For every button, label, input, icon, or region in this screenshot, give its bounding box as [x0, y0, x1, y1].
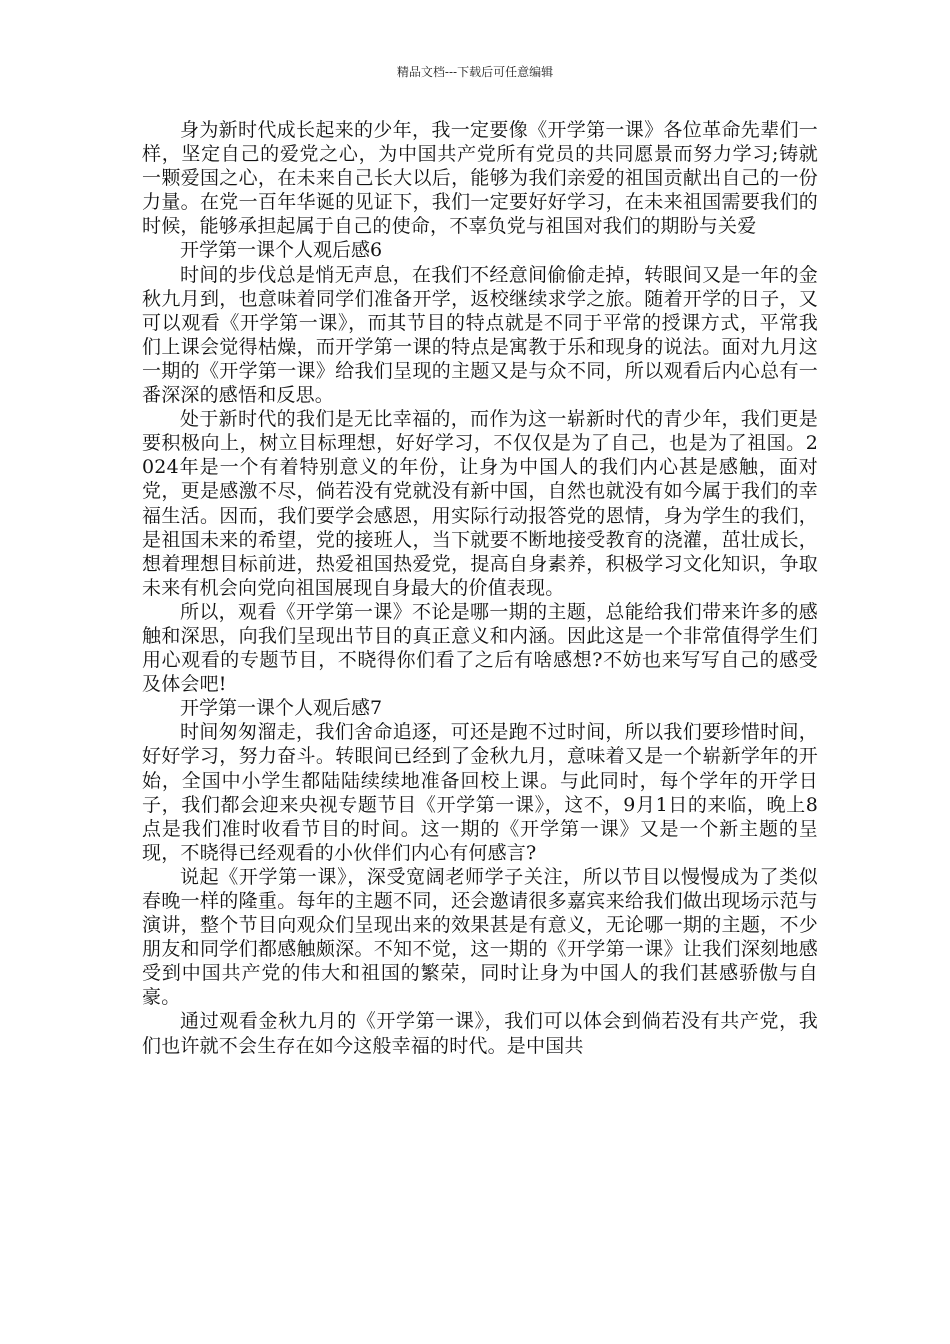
- paragraph: 说起《开学第一课》，深受宽阔老师学子关注，所以节目以慢慢成为了类似春晚一样的隆重。每年的主题不同，还会邀请很多嘉宾来给我们做出现场示范与演讲，整个节目向观众们呈现出来的效果甚是有意义，无论哪一期的主题，不少朋友和同学们都感触颇深。不知不觉，这一期的《开学第一课》让我们深刻地感受到中国共产党的伟大和祖国的繁荣，同时让身为中国人的我们甚感骄傲与自豪。: [142, 865, 818, 1009]
- document-body: [142, 118, 818, 1058]
- paragraph: 所以，观看《开学第一课》不论是哪一期的主题，总能给我们带来许多的感触和深思，向我们呈现出节目的真正意义和内涵。因此这是一个非常值得学生们用心观看的专题节目，不晓得你们看了之后有啥感想?不妨也来写写自己的感受及体会吧!: [142, 600, 818, 696]
- paragraph: 时间的步伐总是悄无声息，在我们不经意间偷偷走掉，转眼间又是一年的金秋九月到，也意味着同学们准备开学，返校继续求学之旅。随着开学的日子，又可以观看《开学第一课》，而其节目的特点就是不同于平常的授课方式，平常我们上课会觉得枯燥，而开学第一课的特点是寓教于乐和现身的说法。面对九月这一期的《开学第一课》给我们呈现的主题又是与众不同，所以观看后内心总有一番深深的感悟和反思。: [142, 263, 818, 407]
- paragraph: 通过观看金秋九月的《开学第一课》，我们可以体会到倘若没有共产党，我们也许就不会生存在如今这般幸福的时代。是中国共: [142, 1010, 818, 1057]
- paragraph: 处于新时代的我们是无比幸福的，而作为这一崭新时代的青少年，我们更是要积极向上，树立目标理想，好好学习，不仅仅是为了自己，也是为了祖国。2024年是一个有着特别意义的年份，让身为中国人的我们内心甚是感触，面对党，更是感激不尽，倘若没有党就没有新中国，自然也就没有如今属于我们的幸福生活。因而，我们要学会感恩，用实际行动报答党的恩情，身为学生的我们，是祖国未来的希望，党的接班人，当下就要不断地接受教育的浇灌，茁壮成长，想着理想目标前进，热爱祖国热爱党，提高自身素养，积极学习文化知识，争取未来有机会向党向祖国展现自身最大的价值表现。: [142, 408, 818, 599]
- paragraph: 时间匆匆溜走，我们舍命追逐，可还是跑不过时间，所以我们要珍惜时间，好好学习，努力奋斗。转眼间已经到了金秋九月，意味着又是一个崭新学年的开始，全国中小学生都陆陆续续地准备回校上课。与此同时，每个学年的开学日子，我们都会迎来央视专题节目《开学第一课》，这不，9月1日的来临，晚上8点是我们准时收看节目的时间。这一期的《开学第一课》又是一个新主题的呈现，不晓得已经观看的小伙伴们内心有何感言?: [142, 721, 818, 864]
- section-heading: 开学第一课个人观后感7: [180, 697, 383, 720]
- page-header: 精品文档---下载后可任意编辑: [396, 65, 554, 79]
- paragraph: 身为新时代成长起来的少年，我一定要像《开学第一课》各位革命先辈们一样，坚定自己的爱党之心，为中国共产党所有党员的共同愿景而努力学习;铸就一颗爱国之心，在未来自己长大以后，能够为我们亲爱的祖国贡献出自己的一份力量。在党一百年华诞的见证下，我们一定要好好学习，在未来祖国需要我们的时候，能够承担起属于自己的使命，不辜负党与祖国对我们的期盼与关爱: [142, 119, 818, 238]
- section-heading: 开学第一课个人观后感6: [180, 239, 383, 262]
